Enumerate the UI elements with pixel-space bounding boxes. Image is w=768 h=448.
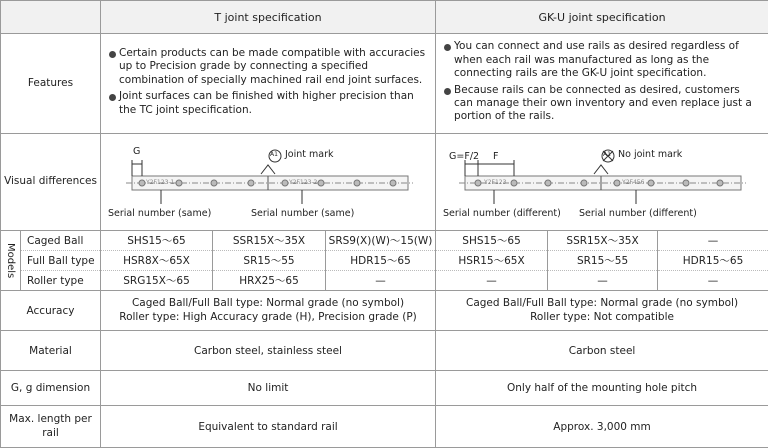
model-cell: HRX25～65 [213,271,326,291]
g-label: G [133,146,141,157]
features-gk [436,34,768,134]
feature-item: Joint surfaces can be finished with higher precision than the TC joint specification. [109,90,427,117]
serial-stamp: Y2F123-1 [146,179,175,186]
feature-item: You can connect and use rails as desired regardless of when each rail was manufactured as long as the connecting rails are the GK-U joint specification. [444,40,760,80]
gk-joint-diagram [436,134,768,231]
model-cell: — [326,271,436,291]
header-blank [1,1,101,34]
material-label: Material [1,331,101,371]
features-label: Features [1,34,101,134]
max-length-t: Equivalent to standard rail [101,406,436,448]
accuracy-gk [436,291,768,331]
model-cell: SRS9(X)(W)～15(W) [326,231,436,251]
accuracy-t [101,291,436,331]
model-cell: SSR15X～35X [213,231,326,251]
model-cell: SRG15X～65 [101,271,213,291]
model-cell: SHS15～65 [436,231,548,251]
model-cell: SSR15X～35X [548,231,658,251]
model-cell: HSR8X～65X [101,251,213,271]
g-label: G=F/2 [449,151,480,162]
model-cell: — [658,231,768,251]
f-label: F [493,151,499,162]
material-gk: Carbon steel [436,331,768,371]
accuracy-line: Roller type: High Accuracy grade (H), Precision grade (P) [119,310,417,323]
model-cell: HDR15～65 [326,251,436,271]
feature-item: Certain products can be made compatible with accuracies up to Precision grade by connecting a specified combination of specially machined rail end joint surfaces. [109,47,427,87]
serial-stamp: Y2F123-2 [289,179,318,186]
model-cell: HDR15～65 [658,251,768,271]
max-length-label: Max. length per rail [1,406,101,448]
model-type: Roller type [21,271,101,291]
max-length-gk: Approx. 3,000 mm [436,406,768,448]
serial-caption: Serial number (same) [108,208,212,219]
g-dimension-gk: Only half of the mounting hole pitch [436,371,768,406]
serial-stamp: Y2F123 [484,179,507,186]
model-type: Caged Ball [21,231,101,251]
model-cell: HSR15～65X [436,251,548,271]
models-label: Models [1,231,21,291]
model-cell: — [436,271,548,291]
accuracy-label: Accuracy [1,291,101,331]
accuracy-line: Caged Ball/Full Ball type: Normal grade (no symbol) [131,296,405,309]
model-cell: SHS15～65 [101,231,213,251]
t-joint-diagram [101,134,436,231]
serial-caption: Serial number (same) [251,208,355,219]
serial-caption: Serial number (different) [443,208,561,219]
g-dimension-label: G, g dimension [1,371,101,406]
serial-stamp: Y2F456 [622,179,645,186]
no-joint-mark-label: No joint mark [618,149,683,160]
serial-caption: Serial number (different) [579,208,697,219]
g-dimension-t: No limit [101,371,436,406]
feature-item: Because rails can be connected as desired, customers can manage their own inventory and even replace just a portion of the rails. [444,84,760,124]
header-gk-joint: GK-U joint specification [436,1,768,34]
joint-mark-label: Joint mark [285,149,334,160]
model-cell: — [548,271,658,291]
joint-mark-symbol: A1 [603,151,611,158]
joint-mark-symbol: A1 [270,151,278,158]
visual-label: Visual differences [1,134,101,231]
material-t: Carbon steel, stainless steel [101,331,436,371]
header-t-joint: T joint specification [101,1,436,34]
model-cell: — [658,271,768,291]
features-t [101,34,436,134]
model-type: Full Ball type [21,251,101,271]
accuracy-line: Roller type: Not compatible [530,310,674,323]
model-cell: SR15～55 [213,251,326,271]
model-cell: SR15～55 [548,251,658,271]
accuracy-line: Caged Ball/Full Ball type: Normal grade (no symbol) [465,296,739,309]
